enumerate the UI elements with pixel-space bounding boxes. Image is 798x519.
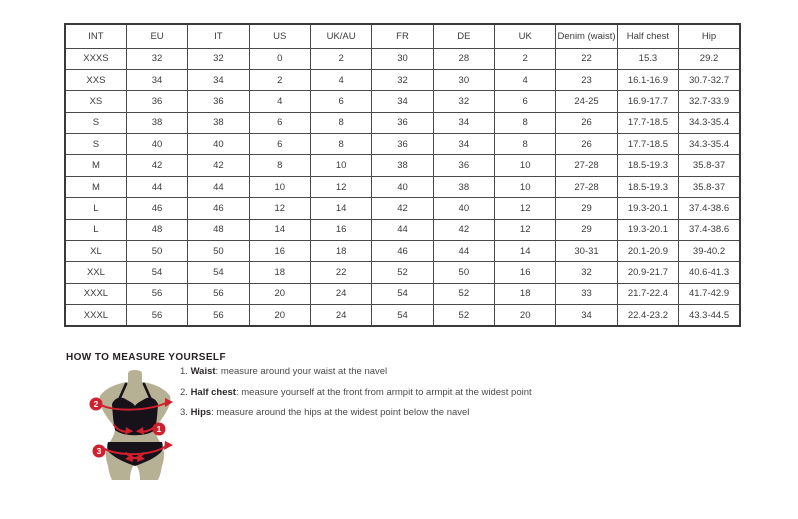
figure-neck <box>128 370 142 384</box>
table-cell: 6 <box>249 134 310 155</box>
table-cell: 0 <box>249 48 310 69</box>
table-cell: 26 <box>556 134 617 155</box>
table-cell: 19.3-20.1 <box>617 198 678 219</box>
column-header: UK <box>495 24 556 48</box>
size-chart-table <box>64 23 741 327</box>
measure-instruction <box>180 407 600 419</box>
table-cell: 54 <box>126 262 187 283</box>
column-header: EU <box>126 24 187 48</box>
table-cell: XXS <box>65 69 126 90</box>
table-cell: 16 <box>310 219 371 240</box>
table-cell: 27-28 <box>556 176 617 197</box>
table-cell: XL <box>65 241 126 262</box>
table-cell: 21.7-22.4 <box>617 283 678 304</box>
table-cell: 29 <box>556 219 617 240</box>
table-cell: 17.7-18.5 <box>617 112 678 133</box>
table-cell: 52 <box>433 305 494 326</box>
table-cell: 30-31 <box>556 241 617 262</box>
table-cell: 6 <box>249 112 310 133</box>
table-cell: 38 <box>372 155 433 176</box>
table-cell: 32.7-33.9 <box>679 91 740 112</box>
table-row <box>65 48 740 69</box>
table-cell: 8 <box>495 134 556 155</box>
table-cell: 48 <box>188 219 249 240</box>
table-cell: 50 <box>433 262 494 283</box>
table-cell: 56 <box>188 283 249 304</box>
table-cell: 15.3 <box>617 48 678 69</box>
instruction-separator: : <box>211 407 217 418</box>
table-cell: 27-28 <box>556 155 617 176</box>
table-cell: M <box>65 155 126 176</box>
table-cell: 54 <box>372 305 433 326</box>
table-cell: 16 <box>249 241 310 262</box>
table-cell: 17.7-18.5 <box>617 134 678 155</box>
table-cell: 54 <box>372 283 433 304</box>
instruction-number: 2. <box>180 386 191 398</box>
instruction-text: measure around the hips at the widest point below the navel <box>216 407 470 418</box>
table-row <box>65 262 740 283</box>
badge-number: 3 <box>96 446 102 457</box>
table-cell: 29 <box>556 198 617 219</box>
table-cell: 34 <box>433 112 494 133</box>
table-cell: 22.4-23.2 <box>617 305 678 326</box>
table-cell: XXXL <box>65 283 126 304</box>
table-cell: 34 <box>188 69 249 90</box>
table-cell: 36 <box>372 134 433 155</box>
table-cell: XXXL <box>65 305 126 326</box>
table-cell: 44 <box>126 176 187 197</box>
badge-number: 1 <box>156 424 162 435</box>
table-cell: 46 <box>188 198 249 219</box>
table-cell: XS <box>65 91 126 112</box>
table-cell: 43.3-44.5 <box>679 305 740 326</box>
table-cell: 56 <box>188 305 249 326</box>
measurement-figure <box>85 368 190 483</box>
table-cell: 14 <box>310 198 371 219</box>
table-cell: 41.7-42.9 <box>679 283 740 304</box>
instruction-number: 1. <box>180 366 191 377</box>
column-header: Denim (waist) <box>556 24 617 48</box>
table-cell: 12 <box>495 198 556 219</box>
table-cell: 23 <box>556 69 617 90</box>
table-cell: 40.6-41.3 <box>679 262 740 283</box>
table-cell: L <box>65 219 126 240</box>
table-cell: 16 <box>495 262 556 283</box>
table-cell: 34 <box>126 69 187 90</box>
table-cell: 28 <box>433 48 494 69</box>
table-cell: 12 <box>310 176 371 197</box>
table-cell: 42 <box>433 219 494 240</box>
table-cell: 56 <box>126 283 187 304</box>
table-cell: XXL <box>65 262 126 283</box>
table-row <box>65 155 740 176</box>
column-header: IT <box>188 24 249 48</box>
table-cell: 50 <box>126 241 187 262</box>
table-cell: 46 <box>126 198 187 219</box>
table-cell: 52 <box>372 262 433 283</box>
instruction-label: Hips <box>190 407 212 418</box>
table-cell: 32 <box>188 48 249 69</box>
table-row <box>65 219 740 240</box>
table-cell: 8 <box>310 112 371 133</box>
table-cell: 8 <box>249 155 310 176</box>
table-cell: 32 <box>126 48 187 69</box>
table-cell: 52 <box>433 283 494 304</box>
badge-hips <box>93 445 106 458</box>
table-cell: 8 <box>495 112 556 133</box>
table-cell: 42 <box>188 155 249 176</box>
table-header-row <box>65 24 740 48</box>
column-header: FR <box>372 24 433 48</box>
table-cell: 10 <box>249 176 310 197</box>
instruction-label: Waist <box>190 366 216 377</box>
table-cell: 20.1-20.9 <box>617 241 678 262</box>
column-header: UK/AU <box>310 24 371 48</box>
table-cell: 39-40.2 <box>679 241 740 262</box>
table-cell: 18.5-19.3 <box>617 155 678 176</box>
table-cell: 37.4-38.6 <box>679 219 740 240</box>
table-cell: 19.3-20.1 <box>617 219 678 240</box>
table-cell: 6 <box>310 91 371 112</box>
table-cell: M <box>65 176 126 197</box>
table-cell: 10 <box>310 155 371 176</box>
table-cell: 44 <box>372 219 433 240</box>
table-row <box>65 241 740 262</box>
instruction-number: 3. <box>180 407 191 418</box>
table-cell: 36 <box>126 91 187 112</box>
table-cell: 24 <box>310 305 371 326</box>
badge-waist <box>153 423 166 436</box>
table-cell: 30.7-32.7 <box>679 69 740 90</box>
instruction-separator: : <box>235 386 242 398</box>
badge-number: 2 <box>93 399 99 410</box>
table-cell: 4 <box>310 69 371 90</box>
instruction-label: Half chest <box>190 386 236 398</box>
arrowhead <box>164 441 173 450</box>
table-cell: 50 <box>188 241 249 262</box>
column-header: US <box>249 24 310 48</box>
table-cell: 4 <box>495 69 556 90</box>
table-cell: 42 <box>372 198 433 219</box>
table-cell: 10 <box>495 176 556 197</box>
table-cell: 56 <box>126 305 187 326</box>
table-cell: 34 <box>372 91 433 112</box>
table-cell: 36 <box>188 91 249 112</box>
table-body <box>65 48 740 326</box>
table-cell: 2 <box>249 69 310 90</box>
table-cell: 20 <box>495 305 556 326</box>
table-cell: 20 <box>249 283 310 304</box>
table-cell: 40 <box>126 134 187 155</box>
table-cell: 42 <box>126 155 187 176</box>
table-cell: 38 <box>126 112 187 133</box>
table-row <box>65 134 740 155</box>
table-cell: 20.9-21.7 <box>617 262 678 283</box>
table-cell: 40 <box>372 176 433 197</box>
table-cell: 34.3-35.4 <box>679 134 740 155</box>
table-cell: 2 <box>310 48 371 69</box>
table-cell: 32 <box>433 91 494 112</box>
table-cell: S <box>65 112 126 133</box>
table-cell: 44 <box>188 176 249 197</box>
table-cell: 33 <box>556 283 617 304</box>
table-cell: 48 <box>126 219 187 240</box>
table-cell: XXXS <box>65 48 126 69</box>
table-cell: 32 <box>372 69 433 90</box>
table-cell: 34 <box>556 305 617 326</box>
table-cell: 10 <box>495 155 556 176</box>
table-cell: 34.3-35.4 <box>679 112 740 133</box>
table-cell: 40 <box>433 198 494 219</box>
table-cell: 54 <box>188 262 249 283</box>
instruction-text: measure around your waist at the navel <box>220 366 388 377</box>
table-cell: 44 <box>433 241 494 262</box>
table-cell: 2 <box>495 48 556 69</box>
table-cell: 8 <box>310 134 371 155</box>
table-row <box>65 91 740 112</box>
table-cell: S <box>65 134 126 155</box>
table-cell: 24 <box>310 283 371 304</box>
mannequin-illustration <box>85 368 190 483</box>
table-cell: 14 <box>249 219 310 240</box>
badge-half-chest <box>90 398 103 411</box>
table-cell: 18 <box>495 283 556 304</box>
table-cell: 38 <box>433 176 494 197</box>
table-cell: 14 <box>495 241 556 262</box>
table-cell: 18.5-19.3 <box>617 176 678 197</box>
table-row <box>65 283 740 304</box>
table-cell: 22 <box>310 262 371 283</box>
table-cell: 29.2 <box>679 48 740 69</box>
table-cell: 6 <box>495 91 556 112</box>
table-cell: 12 <box>495 219 556 240</box>
column-header: INT <box>65 24 126 48</box>
measure-instruction <box>180 366 600 378</box>
table-cell: 18 <box>310 241 371 262</box>
table-cell: 30 <box>433 69 494 90</box>
table-cell: 37.4-38.6 <box>679 198 740 219</box>
table-row <box>65 198 740 219</box>
table-cell: 36 <box>433 155 494 176</box>
table-row <box>65 305 740 326</box>
column-header: Hip <box>679 24 740 48</box>
instruction-text: measure yourself at the front from armpit to armpit at the widest point <box>241 386 532 398</box>
how-to-measure-heading: HOW TO MEASURE YOURSELF <box>66 352 226 363</box>
table-cell: 38 <box>188 112 249 133</box>
table-cell: 26 <box>556 112 617 133</box>
table-cell: 34 <box>433 134 494 155</box>
table-cell: 35.8-37 <box>679 155 740 176</box>
table-cell: 4 <box>249 91 310 112</box>
column-header: DE <box>433 24 494 48</box>
table-row <box>65 69 740 90</box>
table-cell: 16.1-16.9 <box>617 69 678 90</box>
table-cell: 12 <box>249 198 310 219</box>
table-cell: 30 <box>372 48 433 69</box>
table-cell: 32 <box>556 262 617 283</box>
table-cell: L <box>65 198 126 219</box>
table-cell: 36 <box>372 112 433 133</box>
table-row <box>65 112 740 133</box>
table-cell: 35.8-37 <box>679 176 740 197</box>
column-header: Half chest <box>617 24 678 48</box>
table-cell: 40 <box>188 134 249 155</box>
instruction-separator: : <box>215 366 221 377</box>
measure-instruction <box>180 387 600 399</box>
table-cell: 24-25 <box>556 91 617 112</box>
table-cell: 16.9-17.7 <box>617 91 678 112</box>
table-cell: 22 <box>556 48 617 69</box>
table-cell: 18 <box>249 262 310 283</box>
measure-instructions <box>180 366 600 428</box>
table-cell: 46 <box>372 241 433 262</box>
table-row <box>65 176 740 197</box>
table-cell: 20 <box>249 305 310 326</box>
